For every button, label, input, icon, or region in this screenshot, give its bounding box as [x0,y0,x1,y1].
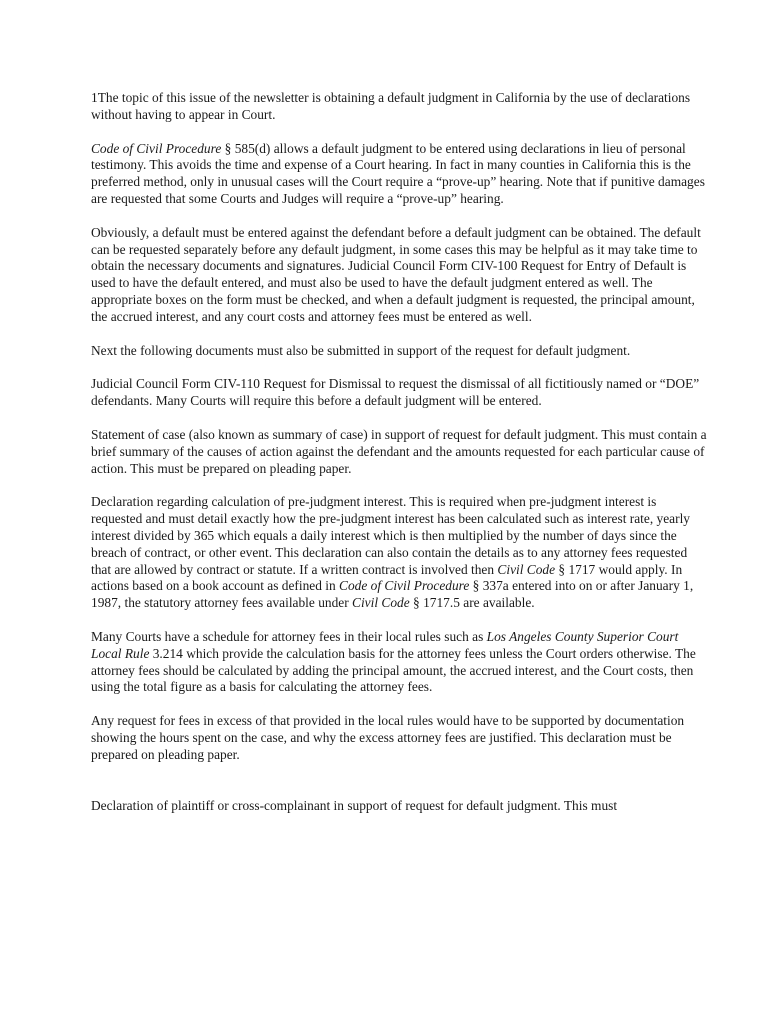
text-run: § 337a entered into on or after January 1, 1987, the statutory attorney fees available under [91,578,694,611]
text-run: § 585(d) allows a default judgment to be entered using declarations in lieu of personal testimony. This avoids the time and expense of a Court hearing. In fact in many counties in California this is the preferred method, only in unusual cases will the Court require a “prove-up” hearing. Note that if punitive damages are requested that some Courts and Judges will require a “prove-up” hearing. [91,140,705,206]
paragraph-p8 [91,629,710,696]
paragraph-p6 [91,427,710,477]
paragraph-p4 [91,343,710,360]
italic-citation: Code of Civil Procedure [339,578,470,594]
text-run: 1The topic of this issue of the newsletter is obtaining a default judgment in California by the use of declarations without having to appear in Court. [91,90,691,122]
text-run: 3.214 which provide the calculation basis for the attorney fees unless the Court orders otherwise. The attorney fees should be calculated by adding the principal amount, the accrued interest, and the Court costs, then using the total figure as a basis for calculating the attorney fees. [91,645,696,695]
paragraph-p9 [91,713,710,763]
paragraph-p7 [91,494,710,612]
text-run: Judicial Council Form CIV-110 Request for Dismissal to request the dismissal of all fictitiously named or “DOE” defendants. Many Courts will require this before a default judgment will be entered. [91,376,700,409]
italic-citation: Civil Code [352,595,410,611]
italic-citation: Civil Code [497,561,556,577]
text-run: § 1717 would apply. In actions based on a book account as defined in [91,561,683,594]
text-run: Next the following documents must also be submitted in support of the request for default judgment. [91,342,631,358]
text-run: Many Courts have a schedule for attorney fees in their local rules such as [91,628,487,644]
text-run: Obviously, a default must be entered against the defendant before a default judgment can be obtained. The default can be requested separately before any default judgment, in some cases this may be helpful as it may take time to obtain the necessary documents and signatures. Judicial Council Form CIV-100 Request for Entry of Default is used to have the default entered, and must also be used to have the default judgment entered as well. The appropriate boxes on the form must be checked, and when a default judgment is requested, the principal amount, the accrued interest, and any court costs and attorney fees must be entered as well. [91,224,701,324]
paragraph-p3 [91,225,710,326]
italic-citation: Code of Civil Procedure [91,140,222,156]
text-run: Statement of case (also known as summary of case) in support of request for default judgment. This must contain a brief summary of the causes of action against the defendant and the amounts requested for each particular cause of action. This must be prepared on pleading paper. [91,426,707,476]
paragraph-p1 [91,90,710,124]
paragraph-p2 [91,141,710,208]
text-run: Declaration regarding calculation of pre-judgment interest. This is required when pre-judgment interest is requested and must detail exactly how the pre-judgment interest has been calculated such as interest rate, yearly interest divided by 365 which equals a daily interest which is then multiplied by the number of days since the breach of contract, or other event. This declaration can also contain the details as to any attorney fees requested that are allowed by contract or statute. If a written contract is involved then [91,494,691,577]
text-run: Any request for fees in excess of that provided in the local rules would have to be supported by documentation showing the hours spent on the case, and why the excess attorney fees are justified. This declaration must be prepared on pleading paper. [91,713,685,762]
document-body [91,90,710,814]
paragraph-p10 [91,798,710,815]
text-run: Declaration of plaintiff or cross-complainant in support of request for default judgment. This must [91,797,618,813]
text-run: § 1717.5 are available. [409,595,535,611]
paragraph-p5 [91,376,710,410]
italic-citation: Los Angeles County Superior Court Local Rule [91,628,679,661]
